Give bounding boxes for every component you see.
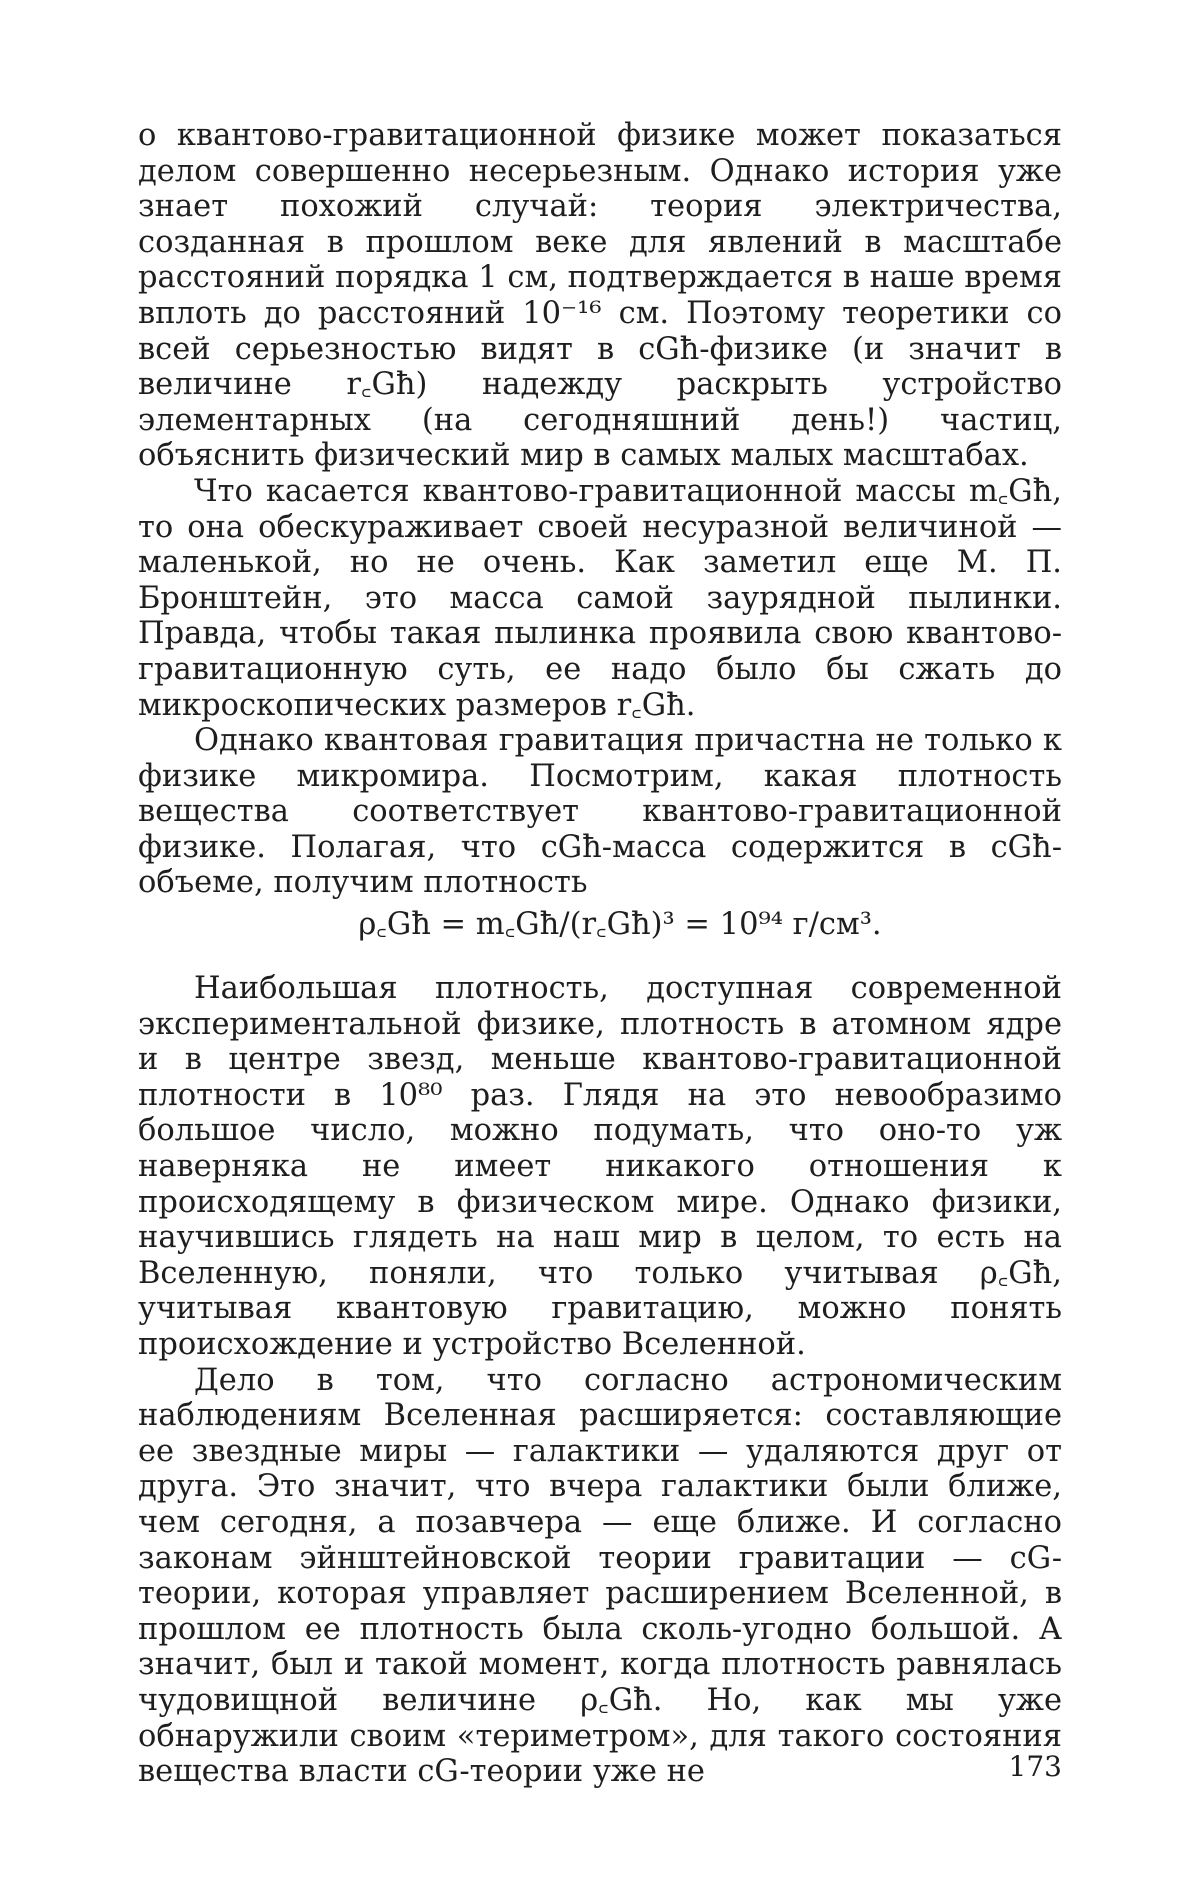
paragraph-2: Что касается квантово-гравитационной массы m꜀Għ, то она обескураживает своей несуразной величиной — маленькой, но не очень. Как заметил еще М. П. Бронштейн, это масса самой заурядной пылинки. Правда, чтобы такая пылинка проявила свою квантово-гравитационную суть, ее надо было бы сжать до микроскопических размеров r꜀Għ.: [138, 474, 1062, 723]
density-formula: ρ꜀Għ = m꜀Għ/(r꜀Għ)³ = 10⁹⁴ г/см³.: [138, 905, 1062, 945]
page-number: 173: [1000, 1750, 1062, 1783]
paragraph-1: о квантово-гравитационной физике может показаться делом совершенно несерьезным. Однако история уже знает похожий случай: теория электричества, созданная в прошлом веке для явлений в масштабе расстояний порядка 1 см, подтверждается в наше время вплоть до расстояний 10⁻¹⁶ см. Поэтому теоретики со всей серьезностью видят в cGħ-физике (и значит в величине r꜀Għ) надежду раскрыть устройство элементарных (на сегодняшний день!) частиц, объяснить физический мир в самых малых масштабах.: [138, 118, 1062, 474]
paragraph-4: Наибольшая плотность, доступная современной экспериментальной физике, плотность в атомном ядре и в центре звезд, меньше квантово-гравитационной плотности в 10⁸⁰ раз. Глядя на это невообразимо большое число, можно подумать, что оно-то уж наверняка не имеет никакого отношения к происходящему в физическом мире. Однако физики, научившись глядеть на наш мир в целом, то есть на Вселенную, поняли, что только учитывая ρ꜀Għ, учитывая квантовую гравитацию, можно понять происхождение и устройство Вселенной.: [138, 971, 1062, 1363]
page-body: [138, 118, 1062, 1790]
paragraph-3: Однако квантовая гравитация причастна не только к физике микромира. Посмотрим, какая плотность вещества соответствует квантово-гравитационной физике. Полагая, что cGħ-масса содержится в cGħ-объеме, получим плотность: [138, 723, 1062, 901]
paragraph-5: Дело в том, что согласно астрономическим наблюдениям Вселенная расширяется: составляющие ее звездные миры — галактики — удаляются друг от друга. Это значит, что вчера галактики были ближе, чем сегодня, а позавчера — еще ближе. И согласно законам эйнштейновской теории гравитации — cG-теории, которая управляет расширением Вселенной, в прошлом ее плотность была сколь-угодно большой. А значит, был и такой момент, когда плотность равнялась чудовищной величине ρ꜀Għ. Но, как мы уже обнаружили своим «териметром», для такого состояния вещества власти cG-теории уже не: [138, 1363, 1062, 1790]
